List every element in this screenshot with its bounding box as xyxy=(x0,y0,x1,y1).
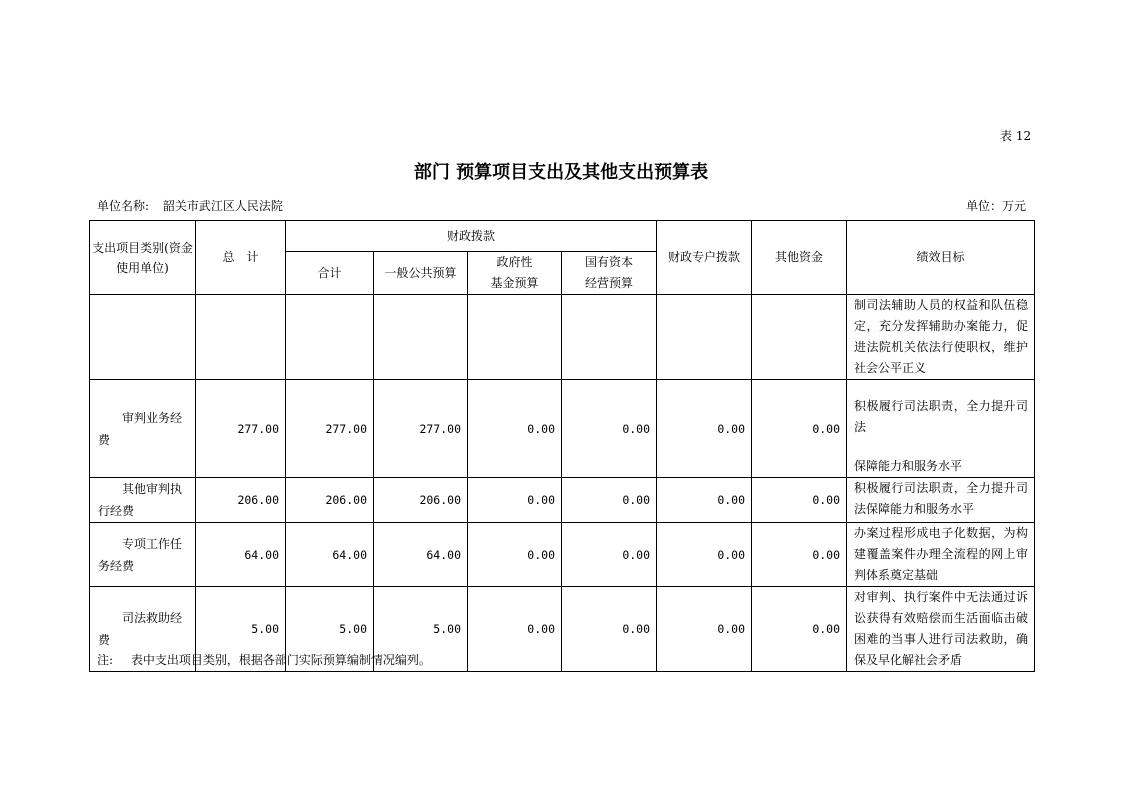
other-cell: 0.00 xyxy=(752,587,847,672)
footnote-text: 表中支出项目类别，根据各部门实际预算编制情况编列。 xyxy=(130,653,431,667)
category-cell: 其他审判执行经费 xyxy=(90,478,196,523)
special-cell: 0.00 xyxy=(657,523,752,587)
category-cell: 审判业务经费 xyxy=(90,380,196,478)
total-cell: 64.00 xyxy=(196,523,286,587)
fiscal-sum-cell: 277.00 xyxy=(286,380,374,478)
header-other: 其他资金 xyxy=(752,221,847,295)
header-state-capital-line2: 经营预算 xyxy=(585,276,634,290)
header-category: 支出项目类别(资金使用单位) xyxy=(90,221,196,295)
state-capital-cell: 0.00 xyxy=(562,587,657,672)
general-public-cell: 64.00 xyxy=(374,523,468,587)
state-capital-cell: 0.00 xyxy=(562,523,657,587)
total-cell: 277.00 xyxy=(196,380,286,478)
unit-name-value: 韶关市武江区人民法院 xyxy=(162,199,283,213)
general-public-cell: 5.00 xyxy=(374,587,468,672)
performance-cell xyxy=(847,380,1035,478)
performance-text-part1: 积极履行司法职责，全力提升司法 xyxy=(854,399,1029,434)
performance-text-part2: 保障能力和服务水平 xyxy=(854,459,963,473)
other-cell: 0.00 xyxy=(752,380,847,478)
header-total: 总 计 xyxy=(196,221,286,295)
gov-fund-cell: 0.00 xyxy=(468,587,562,672)
fiscal-sum-cell: 64.00 xyxy=(286,523,374,587)
total-cell: 206.00 xyxy=(196,478,286,523)
general-public-cell: 277.00 xyxy=(374,380,468,478)
category-cell: 司法救助经费 xyxy=(90,587,196,672)
table-row xyxy=(90,295,1035,380)
header-state-capital xyxy=(562,252,657,295)
header-fiscal: 财政拨款 xyxy=(286,221,657,252)
header-state-capital-line1: 国有资本 xyxy=(585,255,634,269)
total-cell: 5.00 xyxy=(196,587,286,672)
general-public-cell: 206.00 xyxy=(374,478,468,523)
state-capital-cell: 0.00 xyxy=(562,478,657,523)
special-cell: 0.00 xyxy=(657,587,752,672)
table-row xyxy=(90,478,1035,523)
special-cell: 0.00 xyxy=(657,380,752,478)
category-cell: 专项工作任务经费 xyxy=(90,523,196,587)
header-general-public: 一般公共预算 xyxy=(374,252,468,295)
header-gov-fund-line1: 政府性 xyxy=(496,255,533,269)
header-gov-fund-line2: 基金预算 xyxy=(490,276,539,290)
performance-cell: 制司法辅助人员的权益和队伍稳定，充分发挥辅助办案能力，促进法院机关依法行使职权，维护社会公平正义 xyxy=(847,295,1035,380)
performance-cell: 对审判、执行案件中无法通过诉讼获得有效赔偿而生活面临击破困难的当事人进行司法救助，确保及早化解社会矛盾 xyxy=(847,587,1035,672)
budget-table xyxy=(89,220,1035,672)
footnote-label: 注: xyxy=(97,653,114,667)
page-title: 部门 预算项目支出及其他支出预算表 xyxy=(413,162,709,183)
state-capital-cell: 0.00 xyxy=(562,380,657,478)
fiscal-sum-cell: 206.00 xyxy=(286,478,374,523)
unit-name-line xyxy=(97,197,283,214)
gov-fund-cell: 0.00 xyxy=(468,478,562,523)
other-cell: 0.00 xyxy=(752,523,847,587)
unit-name-label: 单位名称: xyxy=(97,199,150,213)
gov-fund-cell: 0.00 xyxy=(468,523,562,587)
other-cell: 0.00 xyxy=(752,478,847,523)
fiscal-sum-cell: 5.00 xyxy=(286,587,374,672)
special-cell: 0.00 xyxy=(657,478,752,523)
header-performance: 绩效目标 xyxy=(847,221,1035,295)
performance-cell: 积极履行司法职责，全力提升司法保障能力和服务水平 xyxy=(847,478,1035,523)
gov-fund-cell: 0.00 xyxy=(468,380,562,478)
header-gov-fund xyxy=(468,252,562,295)
table-row xyxy=(90,380,1035,478)
footnote xyxy=(97,651,431,668)
header-special: 财政专户拨款 xyxy=(657,221,752,295)
table-number: 表 12 xyxy=(1000,129,1032,143)
table-row xyxy=(90,523,1035,587)
performance-cell: 办案过程形成电子化数据，为构建覆盖案件办理全流程的网上审判体系奠定基础 xyxy=(847,523,1035,587)
header-fiscal-sum: 合计 xyxy=(286,252,374,295)
currency-unit: 单位：万元 xyxy=(966,199,1027,213)
